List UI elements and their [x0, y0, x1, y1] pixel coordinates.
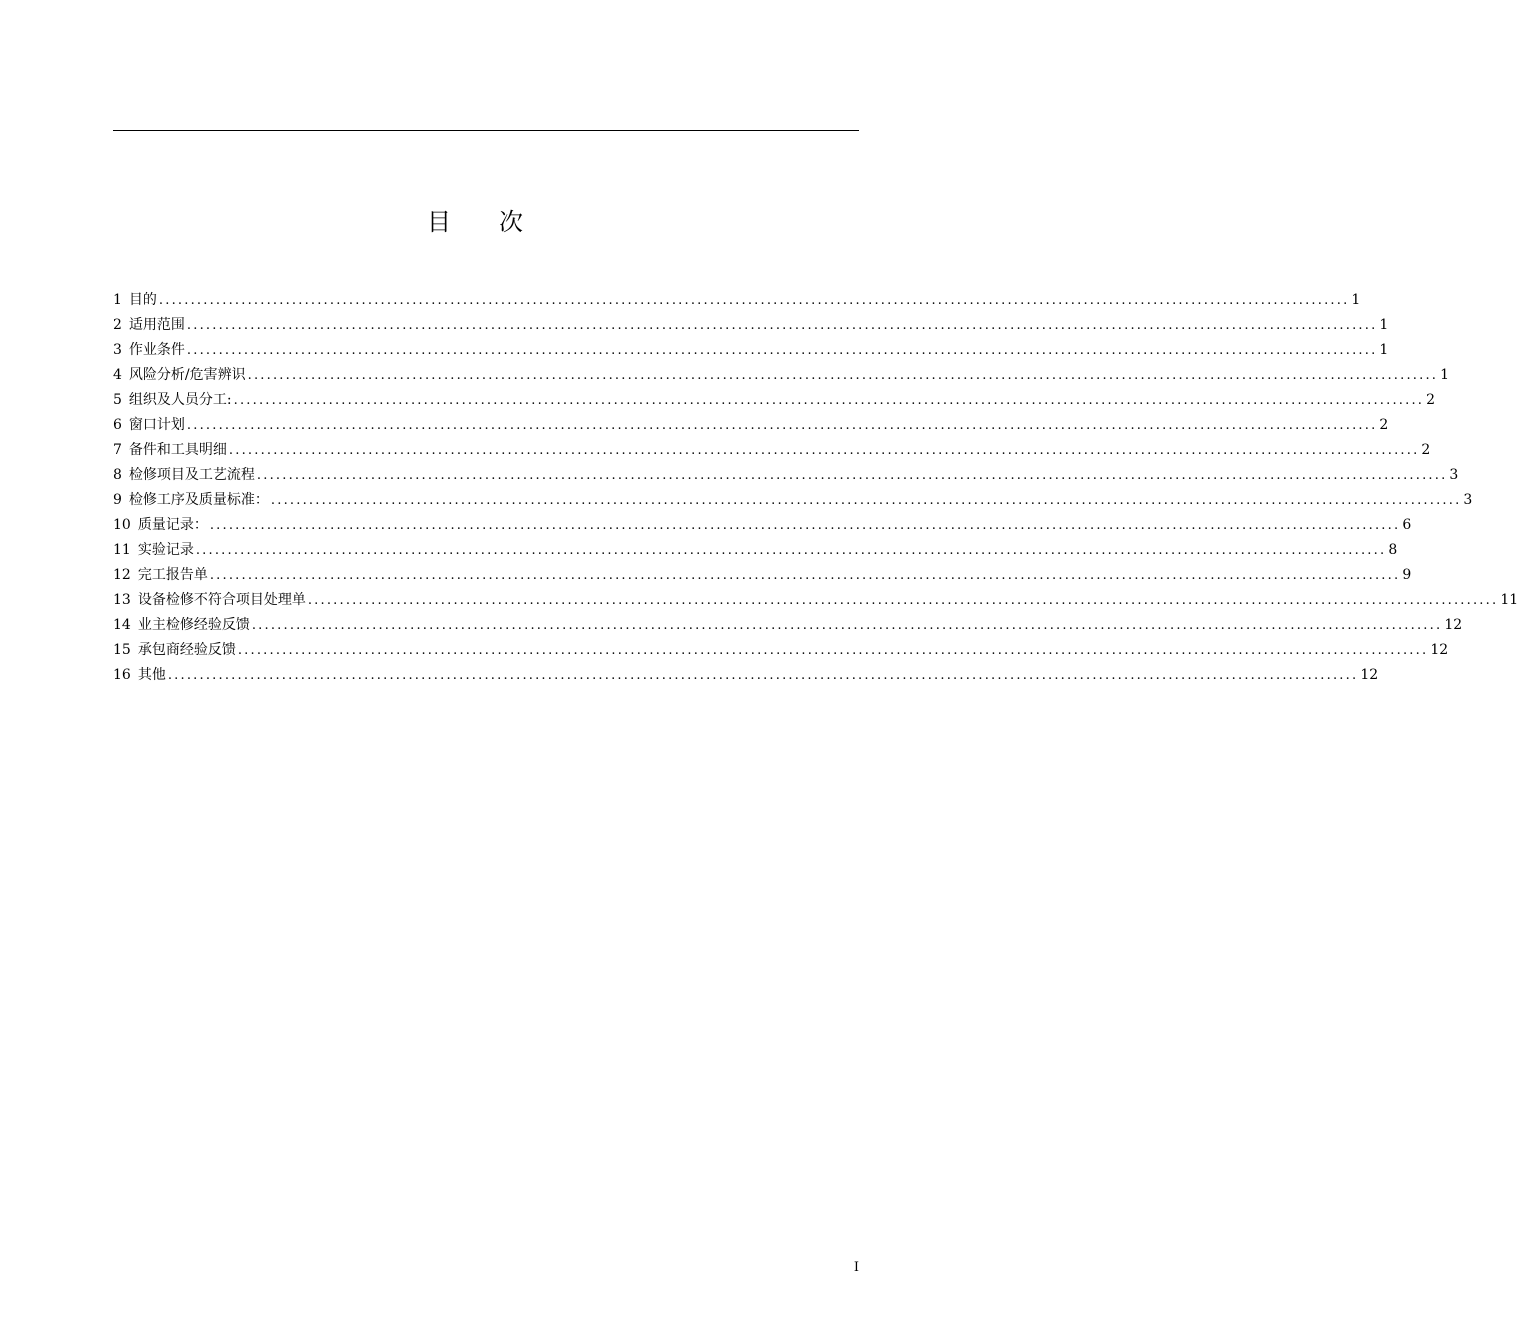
toc-leader-dots: ............................................................................................................................................................................................ — [167, 668, 1359, 683]
toc-entry-text: 检修项目及工艺流程 — [128, 467, 255, 483]
toc-entry-page: 2 — [1421, 442, 1431, 458]
toc-entry-page: 12 — [1360, 667, 1379, 683]
toc-entry-page: 1 — [1440, 367, 1450, 383]
toc-leader-dots: ............................................................................................................................................................................................ — [228, 443, 1420, 458]
toc-entry-text: 窗口计划 — [128, 417, 185, 433]
toc-entry[interactable] — [113, 588, 1518, 613]
toc-leader-dots: ............................................................................................................................................................................................ — [256, 468, 1448, 483]
toc-entry-number: 7 — [113, 442, 122, 458]
toc-entry-text: 业主检修经验反馈 — [137, 617, 250, 633]
toc-entry[interactable] — [113, 538, 1398, 563]
toc-entry[interactable] — [113, 488, 1473, 513]
toc-leader-dots: ............................................................................................................................................................................................ — [233, 393, 1425, 408]
toc-entry-number: 15 — [113, 642, 131, 658]
toc-entry-number: 6 — [113, 417, 122, 433]
toc-leader-dots: ............................................................................................................................................................................................ — [247, 368, 1439, 383]
toc-entry-number: 2 — [113, 317, 122, 333]
toc-entry[interactable] — [113, 338, 1389, 363]
toc-entry-text: 目的 — [128, 292, 157, 308]
toc-entry[interactable] — [113, 463, 1459, 488]
toc-entry-number: 13 — [113, 592, 131, 608]
toc-entry-page: 9 — [1402, 567, 1412, 583]
toc-entry[interactable] — [113, 388, 1436, 413]
toc-title — [0, 202, 950, 237]
toc-entry[interactable] — [113, 663, 1379, 688]
toc-entry-text: 适用范围 — [128, 317, 185, 333]
toc-entry[interactable] — [113, 313, 1389, 338]
toc-entry-text: 备件和工具明细 — [128, 442, 227, 458]
toc-entry-page: 8 — [1388, 542, 1398, 558]
toc-entry[interactable] — [113, 513, 1412, 538]
toc-entry[interactable] — [113, 363, 1450, 388]
toc-entry-text: 检修工序及质量标准： — [128, 492, 269, 508]
toc-entry-page: 12 — [1444, 617, 1463, 633]
toc-entry-page: 3 — [1449, 467, 1459, 483]
toc-entry-page: 2 — [1426, 392, 1436, 408]
toc-entry-text: 其他 — [137, 667, 166, 683]
toc-entry-text: 风险分析/危害辨识 — [128, 367, 246, 383]
toc-entry-number: 3 — [113, 342, 122, 358]
toc-entry-number: 8 — [113, 467, 122, 483]
toc-entry-page: 12 — [1430, 642, 1449, 658]
page-number: I — [853, 1260, 859, 1275]
toc-entry-page: 1 — [1379, 342, 1389, 358]
toc-leader-dots: ............................................................................................................................................................................................ — [158, 293, 1350, 308]
toc-entry-number: 9 — [113, 492, 122, 508]
toc-leader-dots: ............................................................................................................................................................................................ — [237, 643, 1429, 658]
toc-leader-dots: ............................................................................................................................................................................................ — [186, 318, 1378, 333]
toc-entry[interactable] — [113, 563, 1412, 588]
toc-entry[interactable] — [113, 613, 1463, 638]
toc-title-char-2: 次 — [499, 208, 523, 236]
toc-entry-page: 2 — [1379, 417, 1389, 433]
toc-entry-text: 组织及人员分工: — [128, 392, 232, 408]
toc-entry-number: 11 — [113, 542, 131, 558]
toc-leader-dots: ............................................................................................................................................................................................ — [209, 518, 1401, 533]
toc-entry-number: 12 — [113, 567, 131, 583]
toc-entry-page: 3 — [1463, 492, 1473, 508]
toc-entry-text: 完工报告单 — [137, 567, 208, 583]
table-of-contents — [113, 288, 1518, 688]
toc-entry[interactable] — [113, 288, 1361, 313]
toc-entry[interactable] — [113, 638, 1449, 663]
toc-entry-text: 作业条件 — [128, 342, 185, 358]
header-rule — [113, 130, 859, 131]
toc-entry-number: 5 — [113, 392, 122, 408]
toc-title-char-1: 目 — [427, 208, 451, 236]
toc-entry-number: 1 — [113, 292, 122, 308]
toc-leader-dots: ............................................................................................................................................................................................ — [307, 593, 1499, 608]
toc-entry-number: 14 — [113, 617, 131, 633]
toc-entry-number: 4 — [113, 367, 122, 383]
toc-entry-text: 质量记录： — [137, 517, 208, 533]
toc-entry-page: 1 — [1379, 317, 1389, 333]
toc-entry-text: 实验记录 — [137, 542, 194, 558]
toc-entry-text: 设备检修不符合项目处理单 — [137, 592, 306, 608]
toc-leader-dots: ............................................................................................................................................................................................ — [251, 618, 1443, 633]
toc-entry-number: 16 — [113, 667, 131, 683]
toc-entry-page: 1 — [1351, 292, 1361, 308]
toc-entry-number: 10 — [113, 517, 131, 533]
toc-leader-dots: ............................................................................................................................................................................................ — [209, 568, 1401, 583]
toc-leader-dots: ............................................................................................................................................................................................ — [270, 493, 1462, 508]
toc-entry[interactable] — [113, 413, 1389, 438]
toc-leader-dots: ............................................................................................................................................................................................ — [195, 543, 1387, 558]
toc-leader-dots: ............................................................................................................................................................................................ — [186, 343, 1378, 358]
toc-entry[interactable] — [113, 438, 1431, 463]
toc-entry-text: 承包商经验反馈 — [137, 642, 236, 658]
toc-entry-page: 11 — [1500, 592, 1518, 608]
toc-leader-dots: ............................................................................................................................................................................................ — [186, 418, 1378, 433]
toc-entry-page: 6 — [1402, 517, 1412, 533]
